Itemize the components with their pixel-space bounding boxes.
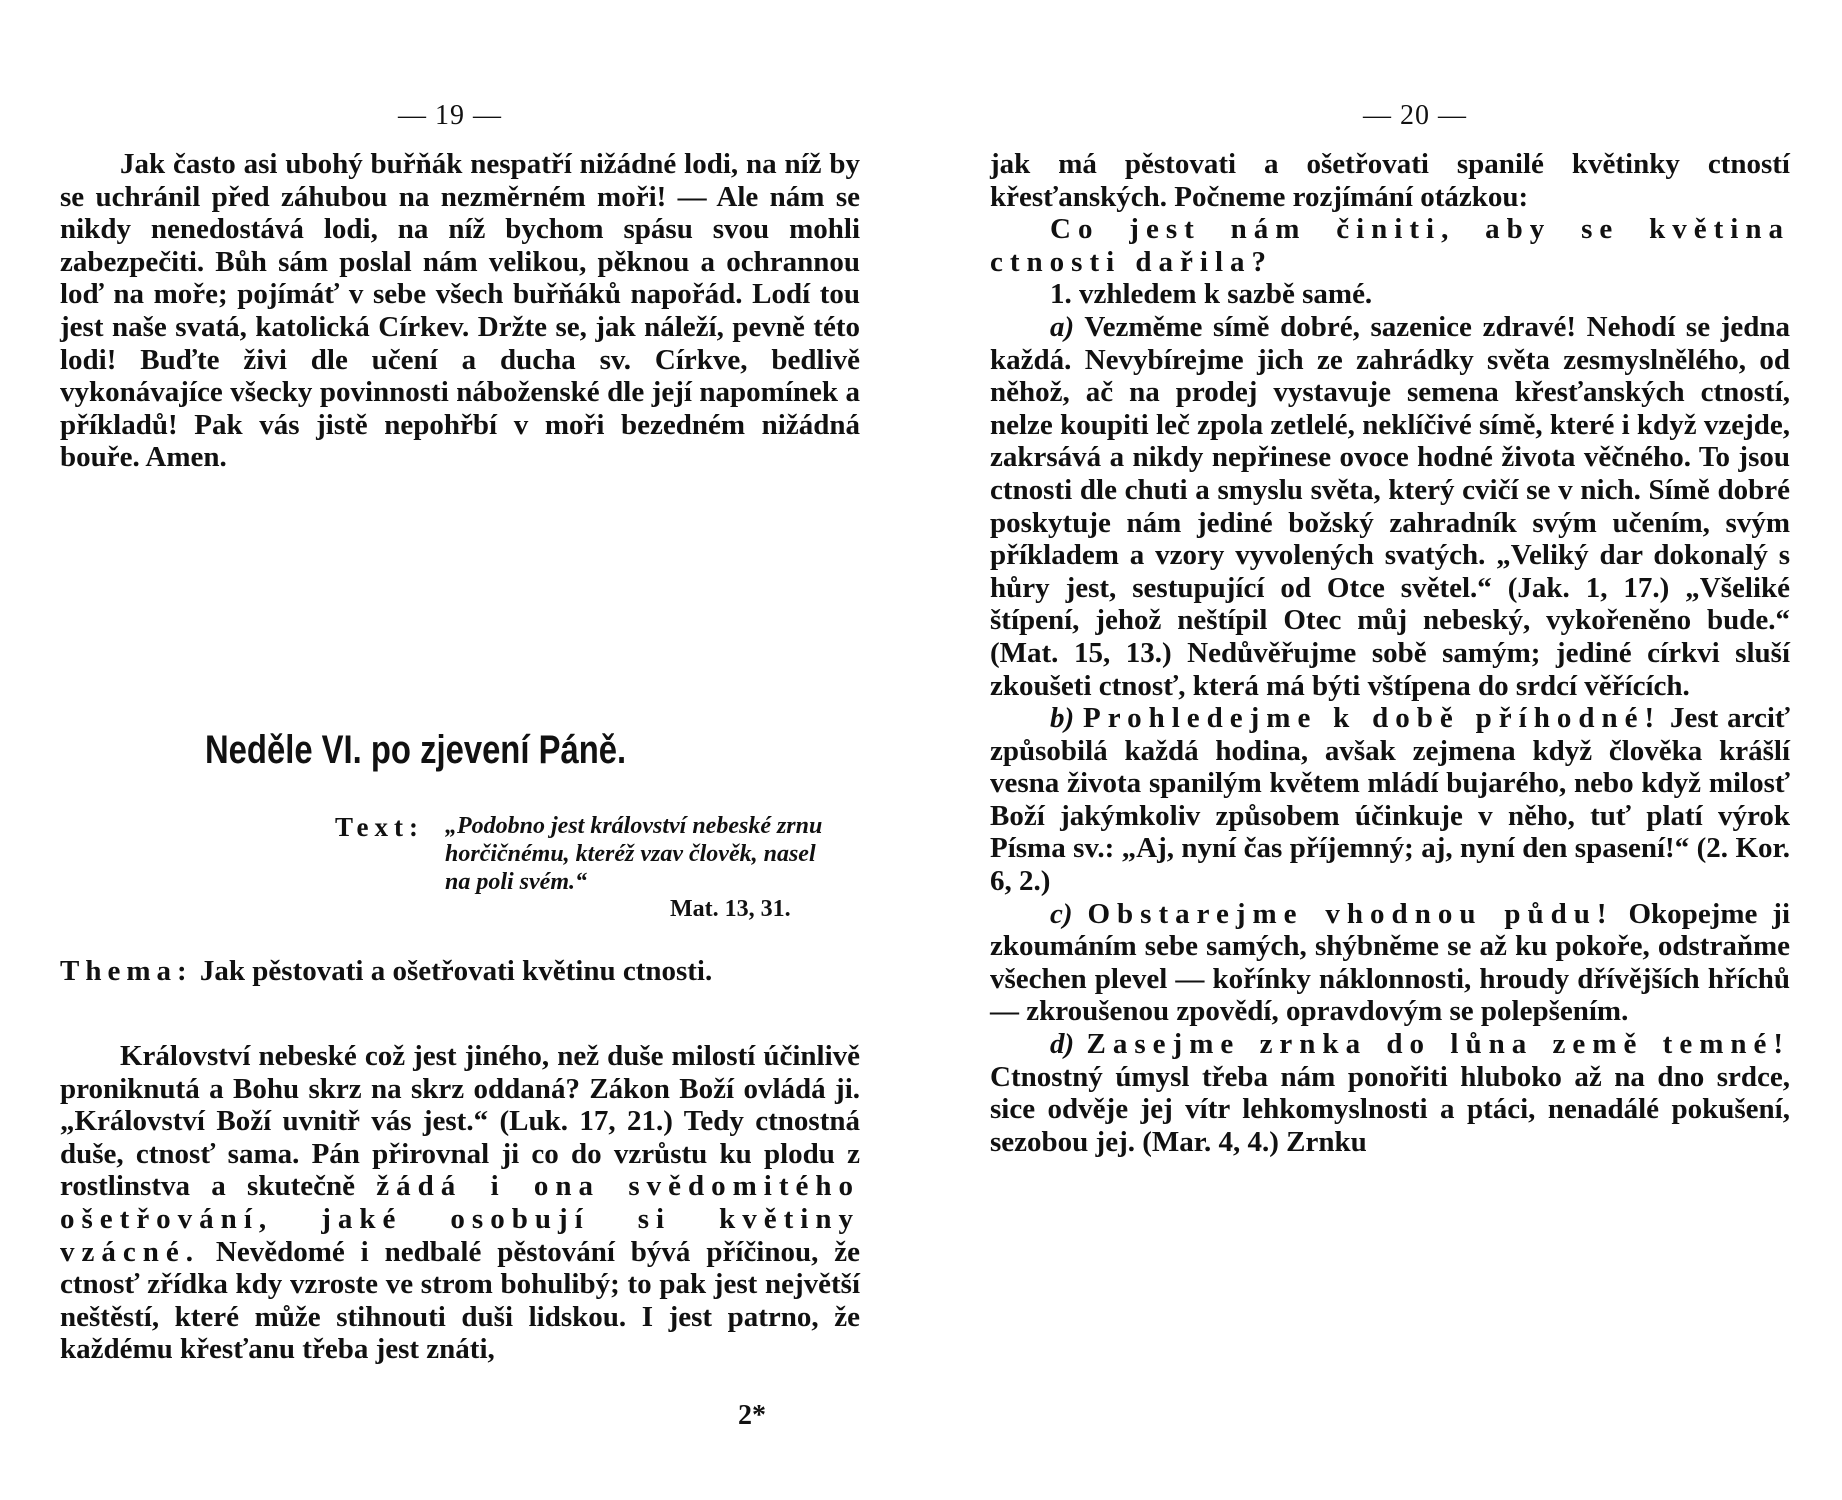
body-text-part1: Království nebeské což jest jiného, než duše milostí účinlivě proniknutá a Bohu skrz na skrz oddaná? Zákon Boží ovládá ji. „Království Boží uvnitř vás jest.“ (Luk. 17, 21.) Tedy ctnostná duše, ctnosť sama. Pán přirovnal ji co do vzrůstu ku plodu z rostlinstva a skutečně [60, 1040, 860, 1203]
page-number: — 19 — [398, 100, 502, 131]
point-c-label: c) [1050, 897, 1073, 930]
point-d-text: Ctnostný úmysl třeba nám ponořiti hluboko až na dno srdce, sice odvěje jej vítr lehkomyslnosti a ptáci, nenadálé pokušení, sezobou jej. (Mar. 4, 4.) Zrnku [990, 1060, 1790, 1158]
closing-paragraph: Jak často asi ubohý buřňák nespatří nižádné lodi, na níž by se uchránil před záhubou na nezměrném moři! — Ale nám se nikdy nenedostává lodi, na níž bychom spásu svou mohli zabezpečiti. Bůh sám poslal nám velikou, pěknou a ochrannou loď na moře; pojímáť v sebe všech buřňáků napořád. Lodí tou jest naše svatá, katolická Církev. Držte se, jak náleží, pevně této lodi! Buďte živi dle učení a ducha sv. Církve, bedlivě vykonávajíce všecky povinnosti náboženské dle její napomínek a příkladů! Pak vás jistě nepohřbí v moři bezedném nižádná bouře. Amen. [60, 148, 860, 474]
point-d-label: d) [1050, 1028, 1075, 1061]
question-paragraph [990, 213, 1790, 278]
text-label: Text: [335, 812, 424, 842]
scripture-reference: Mat. 13, 31. [670, 896, 791, 922]
thema-line [60, 955, 860, 988]
body-paragraph [60, 1040, 860, 1366]
body-text-spaced: žádá i ona svědomitého ošetřování, jaké osobují si květiny vzácné. [60, 1170, 861, 1268]
scripture-quote: „Podobno jest království nebeské zrnu horčičnému, kteréž vzav člověk, nasel na poli svém.“ [445, 813, 823, 895]
point-d [990, 1028, 1790, 1158]
point-c-text: Okopejme ji zkoumáním sebe samých, shýbněme se až ku pokoře, odstraňme všechen plevel — kořínky náklonnosti, hroudy dřívějších hříchů — zkroušenou zpovědí, opravdovým se polepšením. [990, 897, 1791, 1028]
intro-paragraph: jak má pěstovati a ošetřovati spanilé květinky ctností křesťanských. Počneme rozjímání otázkou: [990, 148, 1790, 213]
body-text-part2: Nevědomé i nedbalé pěstování bývá příčinou, že ctnosť zřídka kdy vzroste ve strom bohulibý; to pak jest největší neštěstí, které může stihnouti duši lidskou. I jest patrno, že každému křesťanu třeba jest znáti, [60, 1235, 860, 1366]
point-b [990, 702, 1790, 898]
point-c-heading: Obstarejme vhodnou půdu! [1087, 897, 1614, 930]
signature-mark: 2* [738, 1400, 766, 1431]
left-page [60, 0, 860, 1500]
right-page [990, 0, 1790, 1500]
page-number: — 20 — [1363, 100, 1467, 131]
body-paragraph-block [60, 1040, 860, 1366]
thema-label: Thema: [60, 955, 193, 987]
point-a [990, 311, 1790, 702]
point-a-heading: Vezměme símě dobré, sazenice zdravé! [1084, 310, 1576, 343]
point-1: 1. vzhledem k sazbě samé. [1050, 278, 1373, 311]
point-a-text: Nehodí se jedna každá. Nevybírejme jich ze zahrádky světa zesmyslnělého, od něhož, ač na prodej vystavuje semena křesťanských ctností, nelze koupiti leč zpola zetlelé, neklíčivé símě, které i když vzejde, zakrsává a nikdy nepřinese ovoce hodné života věčného. To jsou ctnosti dle chuti a smyslu světa, který cvičí se v nich. Símě dobré poskytuje nám jediné božský zahradník svým učením, svým příkladem a vzory vyvolených svatých. „Veliký dar dokonalý s hůry jest, sestupující od Otce světel.“ (Jak. 1, 17.) „Všeliké štípení, jehož neštípil Otec můj nebeský, vykořeněno bude.“ (Mat. 15, 13.) Nedůvěřujme sobě samým; jediné církvi sluší zkoušeti ctnosť, která má býti vštípena do srdcí věřících. [990, 310, 1791, 702]
thema-text: Jak pěstovati a ošetřovati květinu ctnosti. [199, 955, 713, 987]
section-heading: Neděle VI. po zjevení Páně. [205, 728, 627, 772]
question-text: Co jest nám činiti, aby se květina ctnosti dařila? [990, 213, 1790, 278]
right-text-block [990, 148, 1790, 1158]
point-b-heading: Prohledejme k době příhodné! [1083, 702, 1662, 735]
point-c [990, 898, 1790, 1028]
point-b-label: b) [1050, 702, 1075, 735]
point-a-label: a) [1050, 310, 1075, 343]
closing-paragraph-block [60, 148, 860, 474]
point-d-heading: Zasejme zrnka do lůna země temné! [1086, 1028, 1791, 1061]
point-b-text: Jest arciť způsobilá každá hodina, avšak zejmena když člověka krášlí vesna života spanilým květem mládí bujarého, nebo když milosť Boží jakýmkoliv způsobem účinkuje v něho, tuť platí výrok Písma sv.: „Aj, nyní čas příjemný; aj, nyní den spasení!“ (2. Kor. 6, 2.) [990, 702, 1791, 898]
